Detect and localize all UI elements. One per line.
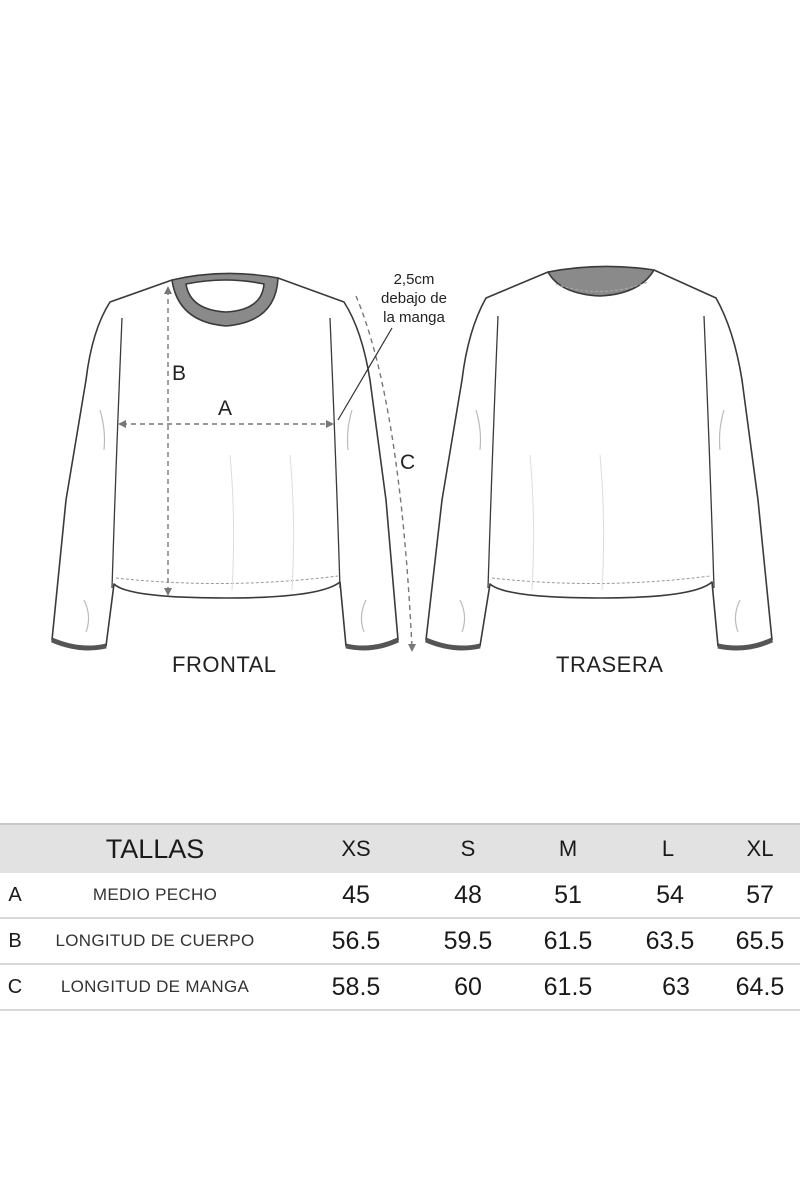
size-chart-header bbox=[0, 823, 800, 873]
value-m: 51 bbox=[554, 880, 582, 909]
value-s: 59.5 bbox=[443, 926, 493, 955]
measure-name: LONGITUD DE CUERPO bbox=[55, 931, 255, 950]
sleeve-note-line-3: la manga bbox=[383, 309, 445, 326]
size-header-xs: XS bbox=[341, 836, 371, 861]
sleeve-measure-note bbox=[362, 270, 466, 327]
value-m: 61.5 bbox=[543, 926, 593, 955]
dimension-a-label: A bbox=[218, 397, 233, 420]
sleeve-note-line-1: 2,5cm bbox=[393, 271, 435, 288]
row-letter: C bbox=[7, 975, 23, 998]
front-view-label: FRONTAL bbox=[172, 652, 277, 677]
table-row bbox=[0, 919, 800, 965]
value-xs: 56.5 bbox=[331, 926, 381, 955]
value-xl: 57 bbox=[746, 880, 774, 909]
value-l: 54 bbox=[656, 880, 684, 909]
table-row bbox=[0, 965, 800, 1011]
measure-name: LONGITUD DE MANGA bbox=[60, 977, 250, 996]
table-row bbox=[0, 873, 800, 919]
value-xl: 64.5 bbox=[735, 972, 785, 1001]
front-sweatshirt-drawing bbox=[52, 273, 398, 648]
size-header-m: M bbox=[558, 836, 578, 861]
value-s: 60 bbox=[454, 972, 482, 1001]
size-header-l: L bbox=[661, 836, 675, 861]
dimension-b-label: B bbox=[172, 362, 187, 385]
row-letter: A bbox=[8, 883, 22, 906]
back-view-label: TRASERA bbox=[556, 652, 664, 677]
value-xl: 65.5 bbox=[735, 926, 785, 955]
value-s: 48 bbox=[454, 880, 482, 909]
value-l: 63 bbox=[662, 972, 690, 1001]
back-sweatshirt-drawing bbox=[426, 266, 772, 648]
size-header-xl: XL bbox=[746, 836, 774, 861]
value-xs: 58.5 bbox=[331, 972, 381, 1001]
table-title: TALLAS bbox=[105, 833, 205, 864]
size-chart-table bbox=[0, 823, 800, 1011]
measure-name: MEDIO PECHO bbox=[92, 885, 218, 904]
value-m: 61.5 bbox=[543, 972, 593, 1001]
sleeve-note-line-2: debajo de bbox=[381, 290, 447, 307]
value-xs: 45 bbox=[342, 880, 370, 909]
value-l: 63.5 bbox=[645, 926, 695, 955]
dimension-c-label: C bbox=[400, 451, 416, 474]
row-letter: B bbox=[8, 929, 22, 952]
size-header-s: S bbox=[460, 836, 476, 861]
